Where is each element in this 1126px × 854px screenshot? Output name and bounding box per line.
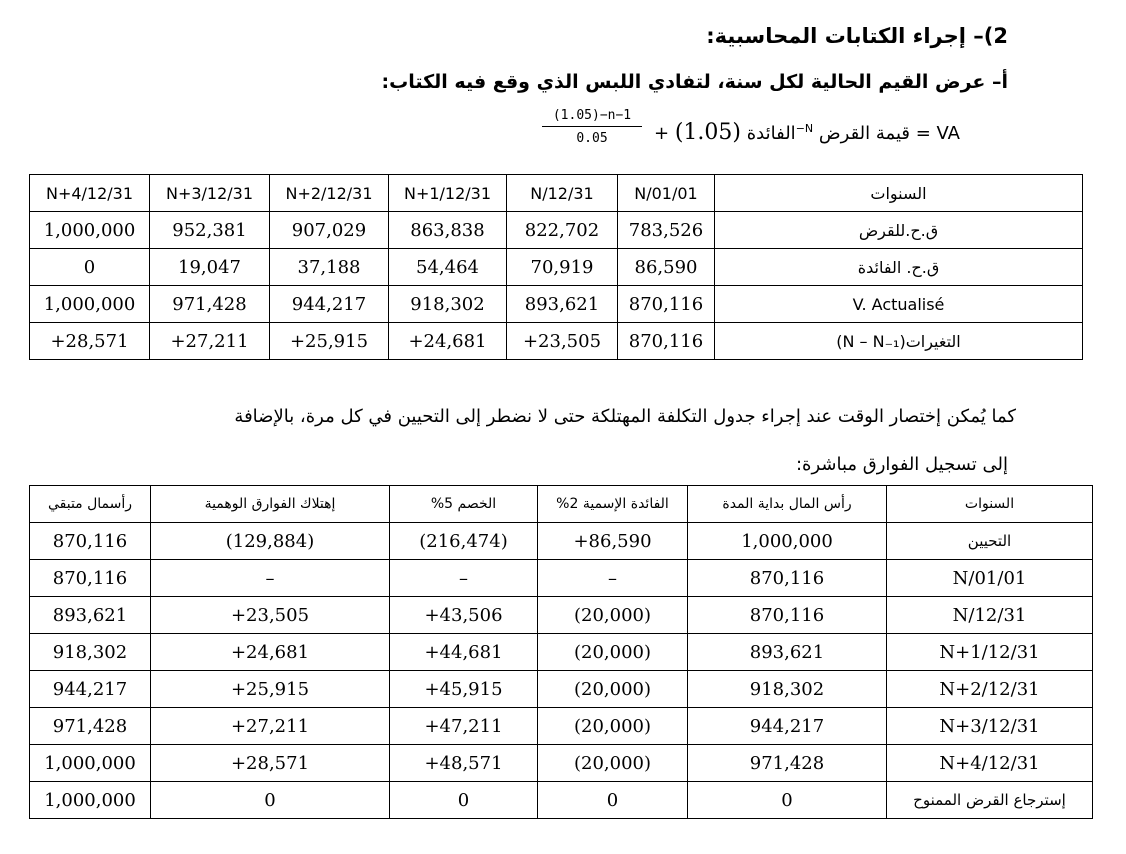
table-row	[30, 708, 1093, 745]
row-label: التغيرات(N – N₋₁)	[715, 323, 1083, 360]
table-cell: 37,188	[270, 249, 389, 286]
table-cell: +44,681	[390, 634, 538, 671]
table-cell: 944,217	[30, 671, 151, 708]
row-label: إسترجاع القرض الممنوح	[887, 782, 1093, 819]
table-cell: 870,116	[30, 523, 151, 560]
table-cell: 918,302	[389, 286, 507, 323]
table-cell: 870,116	[688, 597, 887, 634]
table-cell: +48,571	[390, 745, 538, 782]
header-cell: إهتلاك الفوارق الوهمية	[151, 486, 390, 523]
subsection-heading: أ– عرض القيم الحالية لكل سنة، لتفادي اللبس الذي وقع فيه الكتاب:	[381, 71, 1008, 93]
header-cell: الفائدة الإسمية 2%	[538, 486, 688, 523]
table-cell: 0	[151, 782, 390, 819]
table-cell: 0	[688, 782, 887, 819]
table-cell: 86,590	[618, 249, 715, 286]
table-cell: (20,000)	[538, 597, 688, 634]
table-cell: +24,681	[151, 634, 390, 671]
table-cell: –	[390, 560, 538, 597]
table-row	[30, 745, 1093, 782]
formula-fraction	[542, 108, 642, 146]
table-cell: 1,000,000	[688, 523, 887, 560]
row-label: N+2/12/31	[887, 671, 1093, 708]
header-cell: N+2/12/31	[270, 175, 389, 212]
table-cell: +25,915	[151, 671, 390, 708]
formula-expression	[654, 120, 960, 145]
table-cell: 870,116	[30, 560, 151, 597]
table-cell: +25,915	[270, 323, 389, 360]
table-row	[30, 523, 1093, 560]
formula-exponent: −N	[795, 122, 814, 135]
table-cell: +23,505	[507, 323, 618, 360]
header-cell: رأس المال بداية المدة	[688, 486, 887, 523]
header-cell: N+3/12/31	[150, 175, 270, 212]
table-cell: 1,000,000	[30, 212, 150, 249]
table-cell: –	[538, 560, 688, 597]
table-cell: 893,621	[507, 286, 618, 323]
table-cell: (20,000)	[538, 671, 688, 708]
table-cell: 54,464	[389, 249, 507, 286]
table-cell: 1,000,000	[30, 782, 151, 819]
formula-suffix: + الفائدة	[654, 123, 796, 144]
table-row	[30, 323, 1083, 360]
table-cell: 870,116	[618, 323, 715, 360]
table-cell: (20,000)	[538, 634, 688, 671]
row-label: N+3/12/31	[887, 708, 1093, 745]
table-row	[30, 634, 1093, 671]
row-label: N+4/12/31	[887, 745, 1093, 782]
row-label: N+1/12/31	[887, 634, 1093, 671]
header-cell: الخصم 5%	[390, 486, 538, 523]
formula-denominator: 0.05	[576, 131, 608, 146]
header-cell: N+1/12/31	[389, 175, 507, 212]
table-cell: 0	[30, 249, 150, 286]
table-header-row	[30, 486, 1093, 523]
header-cell: السنوات	[715, 175, 1083, 212]
table-row	[30, 560, 1093, 597]
table-row	[30, 671, 1093, 708]
table-cell: 918,302	[30, 634, 151, 671]
table-cell: +47,211	[390, 708, 538, 745]
table-cell: 863,838	[389, 212, 507, 249]
table-cell: 944,217	[270, 286, 389, 323]
header-cell: رأسمال متبقي	[30, 486, 151, 523]
header-cell: N/01/01	[618, 175, 715, 212]
table-cell: 19,047	[150, 249, 270, 286]
table-cell: +86,590	[538, 523, 688, 560]
table-cell: 971,428	[688, 745, 887, 782]
table-cell: +45,915	[390, 671, 538, 708]
table-row	[30, 249, 1083, 286]
table-cell: 870,116	[618, 286, 715, 323]
table-cell: 944,217	[688, 708, 887, 745]
header-cell: السنوات	[887, 486, 1093, 523]
table-cell: 0	[538, 782, 688, 819]
table-cell: +27,211	[151, 708, 390, 745]
table-cell: 1,000,000	[30, 745, 151, 782]
row-label: N/12/31	[887, 597, 1093, 634]
table-cell: 783,526	[618, 212, 715, 249]
paragraph-line: كما يُمكن إختصار الوقت عند إجراء جدول التكلفة المهتلكة حتى لا نضطر إلى التحيين في كل مرة، بالإضافة	[234, 406, 1016, 427]
header-cell: N+4/12/31	[30, 175, 150, 212]
table-cell: 1,000,000	[30, 286, 150, 323]
present-value-formula	[542, 108, 1002, 158]
formula-prefix: VA = قيمة القرض	[818, 123, 960, 144]
table-cell: –	[151, 560, 390, 597]
table-cell: 907,029	[270, 212, 389, 249]
table-cell: 971,428	[150, 286, 270, 323]
section-heading: 2)– إجراء الكتابات المحاسبية:	[706, 24, 1008, 48]
table-cell: 70,919	[507, 249, 618, 286]
table-cell: +27,211	[150, 323, 270, 360]
paragraph-line: إلى تسجيل الفوارق مباشرة:	[795, 454, 1008, 475]
row-label: التحيين	[887, 523, 1093, 560]
row-label: V. Actualisé	[715, 286, 1083, 323]
row-label: ق.ح. الفائدة	[715, 249, 1083, 286]
table-header-row	[30, 175, 1083, 212]
table-cell: 971,428	[30, 708, 151, 745]
table-cell: +24,681	[389, 323, 507, 360]
table-cell: (129,884)	[151, 523, 390, 560]
table-cell: 893,621	[688, 634, 887, 671]
amortized-cost-table	[29, 485, 1093, 819]
table-cell: +28,571	[151, 745, 390, 782]
table-cell: 952,381	[150, 212, 270, 249]
formula-base: (1.05)	[674, 120, 741, 145]
table-cell: (20,000)	[538, 745, 688, 782]
table-cell: 918,302	[688, 671, 887, 708]
header-cell: N/12/31	[507, 175, 618, 212]
table-row	[30, 782, 1093, 819]
row-label: ق.ح.للقرض	[715, 212, 1083, 249]
table-cell: (20,000)	[538, 708, 688, 745]
table-cell: 0	[390, 782, 538, 819]
table-cell: (216,474)	[390, 523, 538, 560]
table-row	[30, 597, 1093, 634]
present-values-table	[29, 174, 1083, 360]
table-row	[30, 212, 1083, 249]
table-cell: +28,571	[30, 323, 150, 360]
table-cell: 870,116	[688, 560, 887, 597]
table-row	[30, 286, 1083, 323]
row-label: N/01/01	[887, 560, 1093, 597]
table-cell: 893,621	[30, 597, 151, 634]
formula-numerator: (1.05)−n−1	[542, 108, 642, 127]
table-cell: 822,702	[507, 212, 618, 249]
table-cell: +23,505	[151, 597, 390, 634]
table-cell: +43,506	[390, 597, 538, 634]
